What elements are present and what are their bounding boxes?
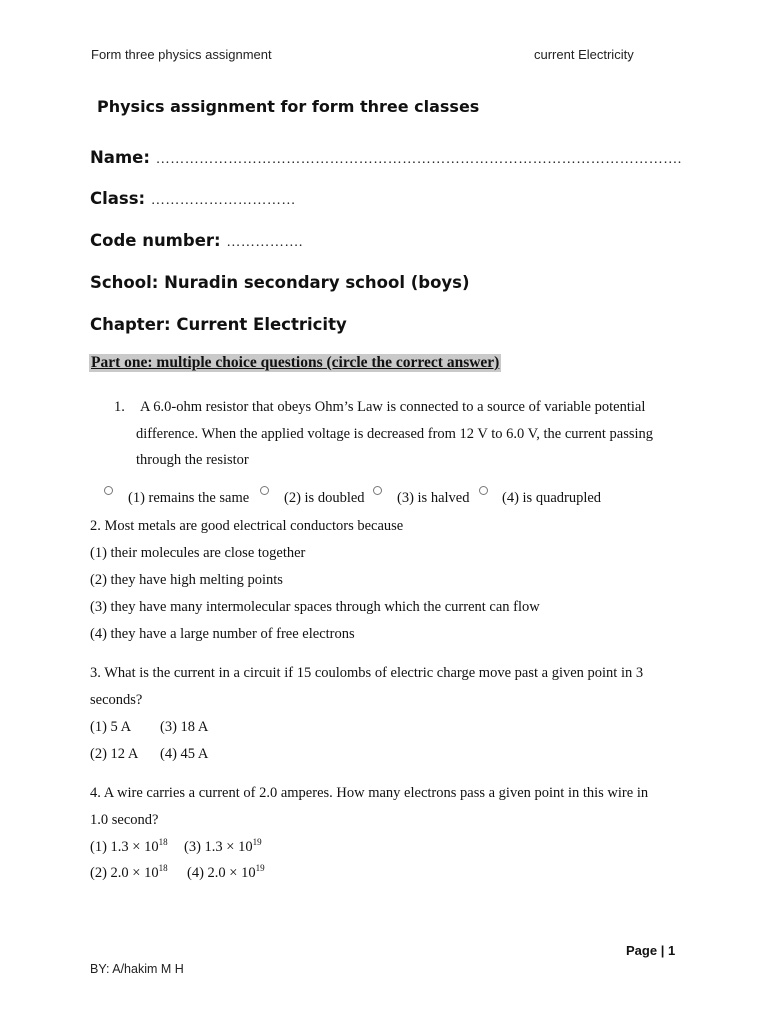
q1-line-2: difference. When the applied voltage is decreased from 12 V to 6.0 V, the current passing (136, 426, 654, 442)
q2-stem: 2. Most metals are good electrical conductors because (90, 518, 404, 534)
page-label: Page (626, 943, 658, 958)
page-separator: | (660, 943, 665, 958)
code-number-field (90, 231, 303, 251)
q3-option-2: (2) 12 A (90, 746, 139, 762)
class-label: Class: (90, 189, 146, 208)
class-blank: ………………………… (150, 193, 296, 208)
q1-number: 1. (114, 399, 125, 415)
q4-option-4-base: (4) 2.0 × 10 (187, 865, 256, 881)
q1-line-3: through the resistor (136, 452, 249, 468)
q2-option-1: (1) their molecules are close together (90, 545, 306, 561)
q4-option-3-exponent: 19 (252, 837, 262, 848)
q4-line-2: 1.0 second? (90, 812, 159, 828)
class-field (90, 189, 296, 209)
q1-option-3-radio[interactable] (373, 486, 382, 495)
section-heading: Part one: multiple choice questions (circle the correct answer) (91, 354, 500, 371)
q4-option-1-exponent: 18 (158, 837, 168, 848)
q2-option-2: (2) they have high melting points (90, 572, 283, 588)
q4-option-3 (184, 839, 262, 856)
q4-line-1: 4. A wire carries a current of 2.0 amperes. How many electrons pass a given point in this wire in (90, 785, 649, 801)
q1-line-1: A 6.0-ohm resistor that obeys Ohm’s Law is connected to a source of variable potential (140, 399, 646, 415)
q4-option-2 (90, 865, 168, 882)
q1-option-2: (2) is doubled (284, 490, 365, 506)
q3-line-1: 3. What is the current in a circuit if 15 coulombs of electric charge move past a given point in 3 (90, 665, 644, 681)
q2-option-3: (3) they have many intermolecular spaces through which the current can flow (90, 599, 540, 615)
q3-option-4: (4) 45 A (160, 746, 209, 762)
q1-option-4-radio[interactable] (479, 486, 488, 495)
q2-option-4: (4) they have a large number of free electrons (90, 626, 355, 642)
q1-option-1: (1) remains the same (128, 490, 250, 506)
chapter-field: Chapter: Current Electricity (90, 315, 347, 334)
code-label: Code number: (90, 231, 221, 250)
q3-line-2: seconds? (90, 692, 143, 708)
q4-option-2-exponent: 18 (158, 863, 168, 874)
header-right: current Electricity (534, 47, 634, 62)
q1-option-1-radio[interactable] (104, 486, 113, 495)
q4-option-1-base: (1) 1.3 × 10 (90, 839, 159, 855)
q1-option-3: (3) is halved (397, 490, 470, 506)
header-left: Form three physics assignment (91, 47, 272, 62)
page-indicator (626, 943, 675, 958)
name-blank: ………………………………………………………………………………………………. (155, 152, 682, 167)
author-credit: BY: A/hakim M H (90, 962, 184, 976)
q4-option-3-base: (3) 1.3 × 10 (184, 839, 253, 855)
q4-option-1 (90, 839, 168, 856)
q4-option-4-exponent: 19 (255, 863, 265, 874)
code-blank: ……………. (226, 235, 303, 250)
q4-option-2-base: (2) 2.0 × 10 (90, 865, 159, 881)
name-field (90, 148, 682, 168)
q1-option-4: (4) is quadrupled (502, 490, 602, 506)
document-title: Physics assignment for form three classes (97, 97, 480, 116)
q3-option-3: (3) 18 A (160, 719, 209, 735)
school-field: School: Nuradin secondary school (boys) (90, 273, 470, 292)
q1-option-2-radio[interactable] (260, 486, 269, 495)
page-number: 1 (667, 943, 676, 958)
q3-option-1: (1) 5 A (90, 719, 132, 735)
q4-option-4 (187, 865, 265, 882)
name-label: Name: (90, 148, 150, 167)
